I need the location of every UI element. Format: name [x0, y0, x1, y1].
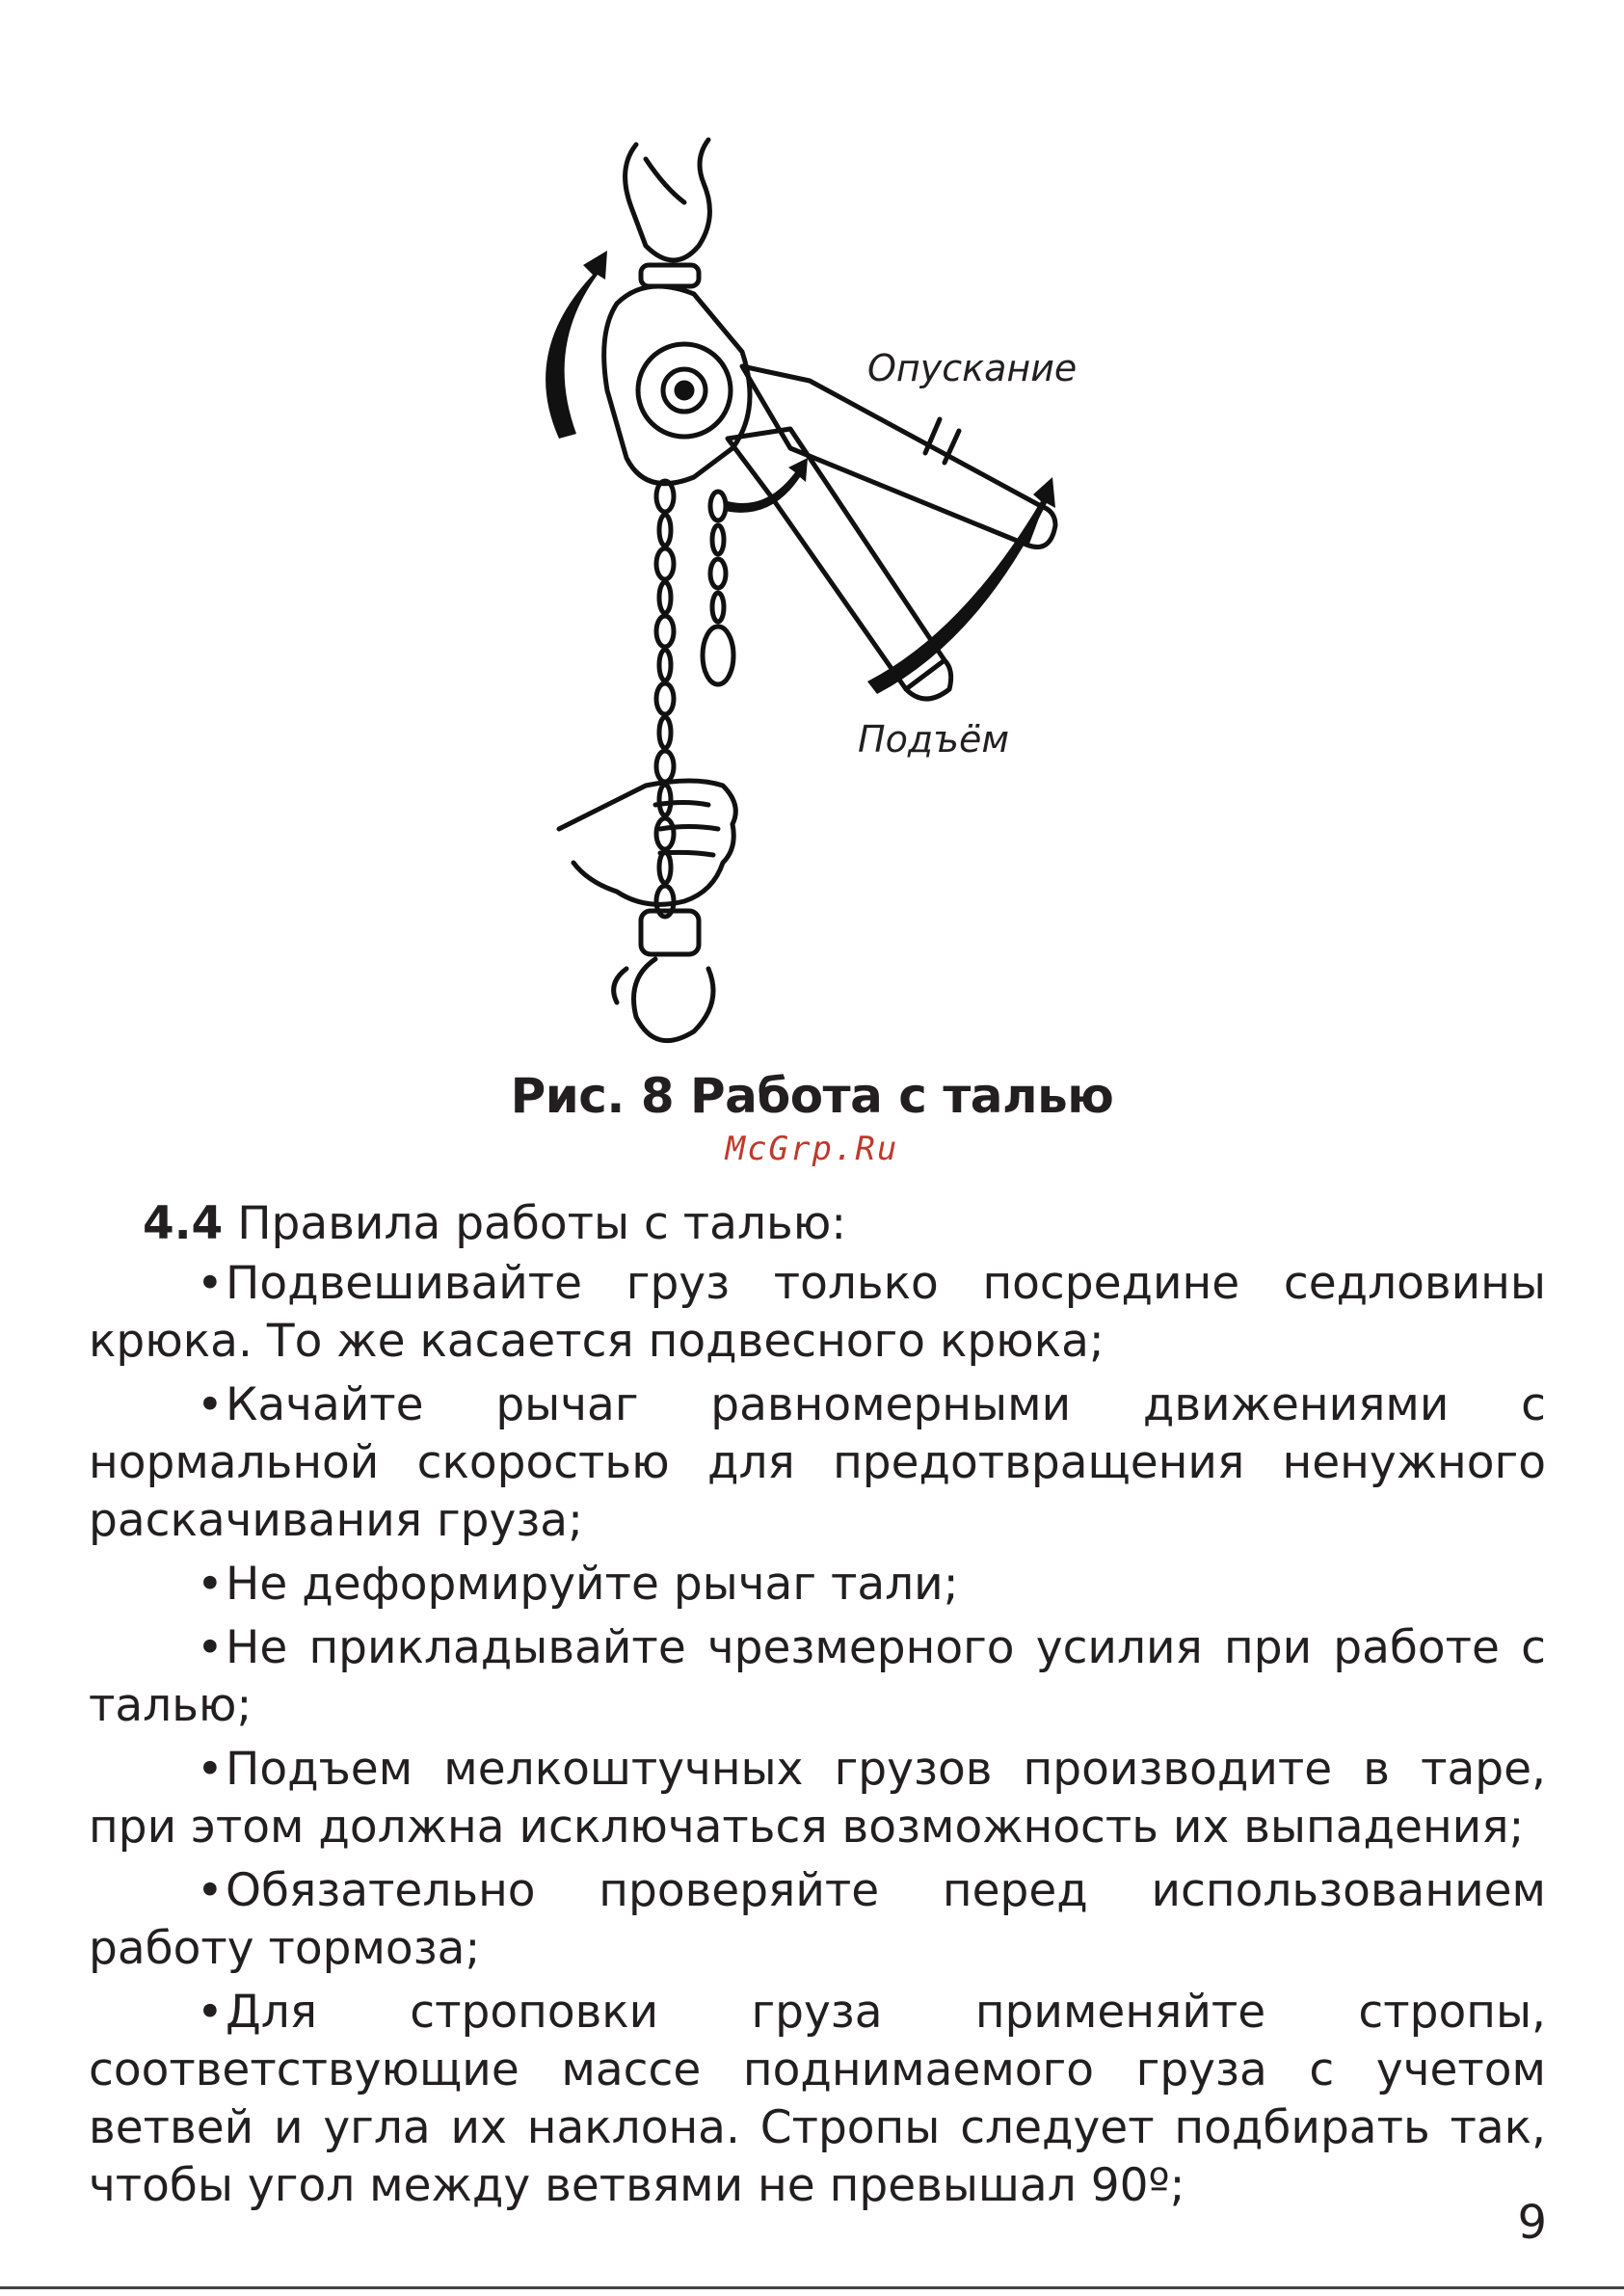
page-number: 9: [1517, 2196, 1547, 2250]
bullet: •: [197, 1743, 224, 1796]
rule-item: [89, 1741, 1546, 1856]
bullet: •: [197, 1558, 224, 1611]
bullet: •: [197, 1986, 224, 2039]
drum-arrow: [725, 458, 808, 513]
slack-chain: [703, 492, 733, 684]
rule-item: [89, 1984, 1546, 2215]
figure-caption: Рис. 8 Работа с талью: [510, 1068, 1114, 1124]
hoist-drawing: [501, 130, 1099, 1051]
section-title: Правила работы с талью:: [237, 1197, 847, 1250]
lifting-label: Подъём: [858, 718, 1009, 761]
section-number: 4.4: [143, 1197, 224, 1250]
rule-text: Подъем мелкоштучных грузов производите в таре, при этом должна исключаться возможность их выпадения;: [89, 1743, 1546, 1854]
rule-text: Подвешивайте груз только посредине седловины крюка. То же касается подвесного крюка;: [89, 1257, 1546, 1368]
rule-text: Не деформируйте рычаг тали;: [226, 1558, 959, 1611]
watermark: McGrp.Ru: [725, 1130, 899, 1168]
bottom-hook: [634, 959, 714, 1041]
hand: [559, 781, 735, 904]
section-heading: [89, 1195, 1546, 1253]
rule-item: [89, 1556, 1546, 1614]
rule-item: [89, 1376, 1546, 1550]
rule-item: [89, 1255, 1546, 1371]
bullet: •: [197, 1257, 224, 1310]
page-bottom-border: [0, 2286, 1624, 2289]
rule-item: [89, 1619, 1546, 1735]
rule-text: Не прикладывайте чрезмерного усилия при работе с талью;: [89, 1621, 1546, 1732]
bullet: •: [197, 1378, 224, 1431]
lever-hoist-illustration: [501, 130, 1099, 1051]
rule-item: [89, 1862, 1546, 1978]
lowering-label: Опускание: [867, 347, 1078, 389]
top-hook: [626, 140, 710, 260]
rule-text: Качайте рычаг равномерными движениями с нормальной скоростью для предотвращения ненужного раскачивания груза;: [89, 1378, 1546, 1547]
section-body: [89, 1195, 1546, 2221]
rule-text: Для строповки груза применяйте стропы, соответствующие массе поднимаемого груза с учетом ветвей и угла их наклона. Стропы следует подбирать так, чтобы угол между ветвями не превышал 90º;: [89, 1986, 1546, 2212]
bullet: •: [197, 1621, 224, 1674]
bullet: •: [197, 1864, 224, 1917]
lowering-arrow: [546, 251, 607, 439]
swivel-ring: [641, 265, 699, 286]
rule-text: Обязательно проверяйте перед использованием работу тормоза;: [89, 1864, 1546, 1975]
